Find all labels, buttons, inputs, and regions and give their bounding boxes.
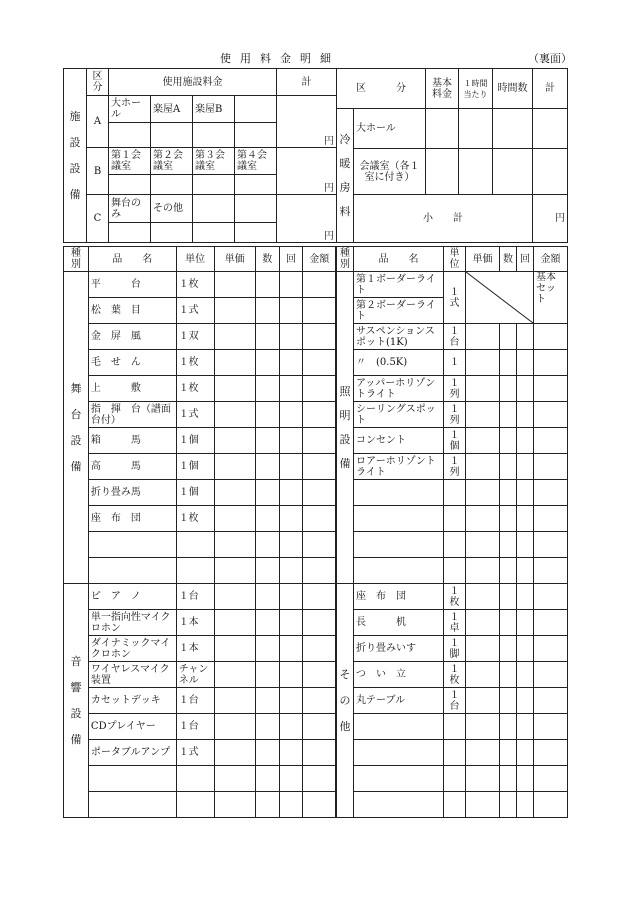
item-name: シーリングスポット [354, 402, 444, 428]
item-name: アッパーホリゾントライト [354, 376, 444, 402]
item-name: 第１ボーダーライト [354, 272, 444, 298]
item-name: 平 台 [88, 272, 176, 298]
table-row [64, 428, 336, 454]
item-unit: １式 [176, 740, 214, 766]
header-unit: 単位 [444, 247, 466, 272]
kubun-a: A [87, 96, 109, 148]
table-row [337, 324, 568, 350]
item-unit: １式 [444, 272, 466, 324]
kubun-b: B [87, 148, 109, 195]
col-total: 計 [533, 69, 568, 109]
item-unit: チャンネル [176, 662, 214, 688]
header-price: 単価 [214, 247, 255, 272]
table-row [64, 740, 336, 766]
item: 第２会議室 [151, 148, 193, 175]
item-name [88, 558, 176, 584]
item-unit: １枚 [444, 662, 466, 688]
table-row [337, 532, 568, 558]
item-name: 指 揮 台（譜面台付） [88, 402, 176, 428]
item-unit: １個 [176, 480, 214, 506]
table-row [337, 792, 568, 818]
facility-table [63, 68, 337, 243]
side-label: （裏面） [528, 52, 572, 65]
item-name: 金 屏 風 [88, 324, 176, 350]
table-row [64, 610, 336, 636]
header-count: 数 [500, 247, 517, 272]
header-name: 品 名 [88, 247, 176, 272]
item-name: ワイヤレスマイク装置 [88, 662, 176, 688]
item-unit: １個 [176, 454, 214, 480]
item: その他 [151, 195, 193, 223]
col-hourly: １時間当たり [459, 69, 493, 109]
item-unit: １台 [176, 688, 214, 714]
item-unit: １式 [176, 402, 214, 428]
item [235, 96, 277, 123]
item-unit: １台 [444, 324, 466, 350]
yen: 円 [277, 148, 337, 195]
facility-category: 施設設備 [64, 69, 87, 243]
table-row [337, 272, 568, 298]
item-name: CDプレイヤー [88, 714, 176, 740]
table-row [64, 792, 336, 818]
item-unit [176, 792, 214, 818]
item-name: ダイナミックマイクロホン [88, 636, 176, 662]
item-unit: １双 [176, 324, 214, 350]
item-unit: １枚 [176, 272, 214, 298]
kubun-c: C [87, 195, 109, 243]
header-kind: 種別 [337, 247, 354, 272]
yen: 円 [277, 195, 337, 243]
table-row [337, 350, 568, 376]
item-unit [176, 766, 214, 792]
item-name: つ い 立 [354, 662, 444, 688]
table-row [337, 688, 568, 714]
item-name: 松 葉 目 [88, 298, 176, 324]
table-row [337, 636, 568, 662]
item-unit: １枚 [444, 584, 466, 610]
item-name: 第２ボーダーライト [354, 298, 444, 324]
item-name: 単一指向性マイクロホン [88, 610, 176, 636]
item-unit: １卓 [444, 610, 466, 636]
table-row [64, 350, 336, 376]
col-basic: 基本料金 [426, 69, 459, 109]
header-unit: 単位 [176, 247, 214, 272]
table-row [337, 766, 568, 792]
item-unit [176, 532, 214, 558]
table-row [64, 584, 336, 610]
table-row [64, 714, 336, 740]
table-row [337, 610, 568, 636]
col-fee: 使用施設料金 [109, 69, 277, 96]
table-row [64, 298, 336, 324]
item: 舞台のみ [109, 195, 151, 223]
other-category: その他 [337, 584, 354, 818]
row-label: 会議室（各１室に付き） [354, 149, 426, 195]
item-unit: １列 [444, 454, 466, 480]
subtotal-label: 小 計 [354, 195, 533, 243]
item-name [88, 532, 176, 558]
item-unit: １本 [176, 610, 214, 636]
table-row [64, 480, 336, 506]
item: 第１会議室 [109, 148, 151, 175]
item-name: ロアーホリゾントライト [354, 454, 444, 480]
table-row [64, 506, 336, 532]
item-unit: １列 [444, 402, 466, 428]
table-row [337, 506, 568, 532]
header-kind: 種別 [64, 247, 89, 272]
item-unit: １ [444, 350, 466, 376]
table-row [337, 402, 568, 428]
table-row [64, 272, 336, 298]
item-unit: １式 [176, 298, 214, 324]
item-name: 高 馬 [88, 454, 176, 480]
item: 楽屋A [151, 96, 193, 123]
row-label: 大ホール [354, 109, 426, 149]
item-name: 折り畳み馬 [88, 480, 176, 506]
table-row [337, 584, 568, 610]
table-row [64, 636, 336, 662]
item-name: 上 敷 [88, 376, 176, 402]
table-row [64, 558, 336, 584]
lighting-category: 照明設備 [337, 272, 354, 584]
item-unit: １個 [444, 428, 466, 454]
table-row [337, 662, 568, 688]
item-unit: １列 [444, 376, 466, 402]
item-name: 折り畳みいす [354, 636, 444, 662]
equipment-right-table [336, 246, 568, 818]
table-row [337, 558, 568, 584]
table-row [337, 480, 568, 506]
col-kubun: 区 分 [337, 69, 426, 109]
col-hours: 時間数 [493, 69, 533, 109]
header-name: 品 名 [354, 247, 444, 272]
cooling-category: 冷暖房料 [337, 109, 354, 243]
item-name: ピ ア ノ [88, 584, 176, 610]
table-row [64, 532, 336, 558]
item-name: 〃 (0.5K) [354, 350, 444, 376]
header-price: 単価 [466, 247, 500, 272]
header-times: 回 [279, 247, 303, 272]
header-times: 回 [517, 247, 534, 272]
table-row [337, 454, 568, 480]
table-row [337, 376, 568, 402]
item-name [88, 792, 176, 818]
item-name: 長 机 [354, 610, 444, 636]
header-count: 数 [255, 247, 279, 272]
table-row [64, 324, 336, 350]
page-title: 使用料金明細 [220, 52, 340, 65]
table-row [337, 714, 568, 740]
item-unit: １枚 [176, 376, 214, 402]
header-amount: 金額 [303, 247, 336, 272]
item-name: 座 布 団 [88, 506, 176, 532]
item-name: サスペンションスポット(1K) [354, 324, 444, 350]
table-row [64, 688, 336, 714]
item-name: 座 布 団 [354, 584, 444, 610]
item-name: コンセント [354, 428, 444, 454]
item-unit: １台 [444, 688, 466, 714]
diagonal-blank [466, 272, 534, 324]
item-unit: １脚 [444, 636, 466, 662]
yen: 円 [277, 96, 337, 148]
header-amount: 金額 [534, 247, 568, 272]
item-unit [176, 558, 214, 584]
item-unit: １台 [176, 714, 214, 740]
item-unit: １個 [176, 428, 214, 454]
table-row [64, 766, 336, 792]
col-total: 計 [277, 69, 337, 96]
table-row [64, 454, 336, 480]
item-name: 毛 せ ん [88, 350, 176, 376]
table-row [337, 740, 568, 766]
item: 大ホール [109, 96, 151, 123]
table-row [337, 428, 568, 454]
item-unit: １枚 [176, 506, 214, 532]
item-unit: １本 [176, 636, 214, 662]
item-name: 箱 馬 [88, 428, 176, 454]
item: 第４会議室 [235, 148, 277, 175]
basic-set-label: 基本セット [534, 272, 568, 324]
item-unit: １台 [176, 584, 214, 610]
item-name [88, 766, 176, 792]
item-name: 丸テーブル [354, 688, 444, 714]
col-kubun: 区分 [87, 69, 109, 96]
yen: 円 [533, 195, 568, 243]
table-row [64, 662, 336, 688]
table-row [64, 402, 336, 428]
item: 楽屋B [193, 96, 235, 123]
table-row [64, 376, 336, 402]
item-unit: １枚 [176, 350, 214, 376]
cooling-table [336, 68, 568, 243]
sound-category: 音響設備 [64, 584, 89, 818]
stage-category: 舞台設備 [64, 272, 89, 584]
item-name: カセットデッキ [88, 688, 176, 714]
item-name: ポータブルアンプ [88, 740, 176, 766]
equipment-left-table [63, 246, 336, 818]
item: 第３会議室 [193, 148, 235, 175]
